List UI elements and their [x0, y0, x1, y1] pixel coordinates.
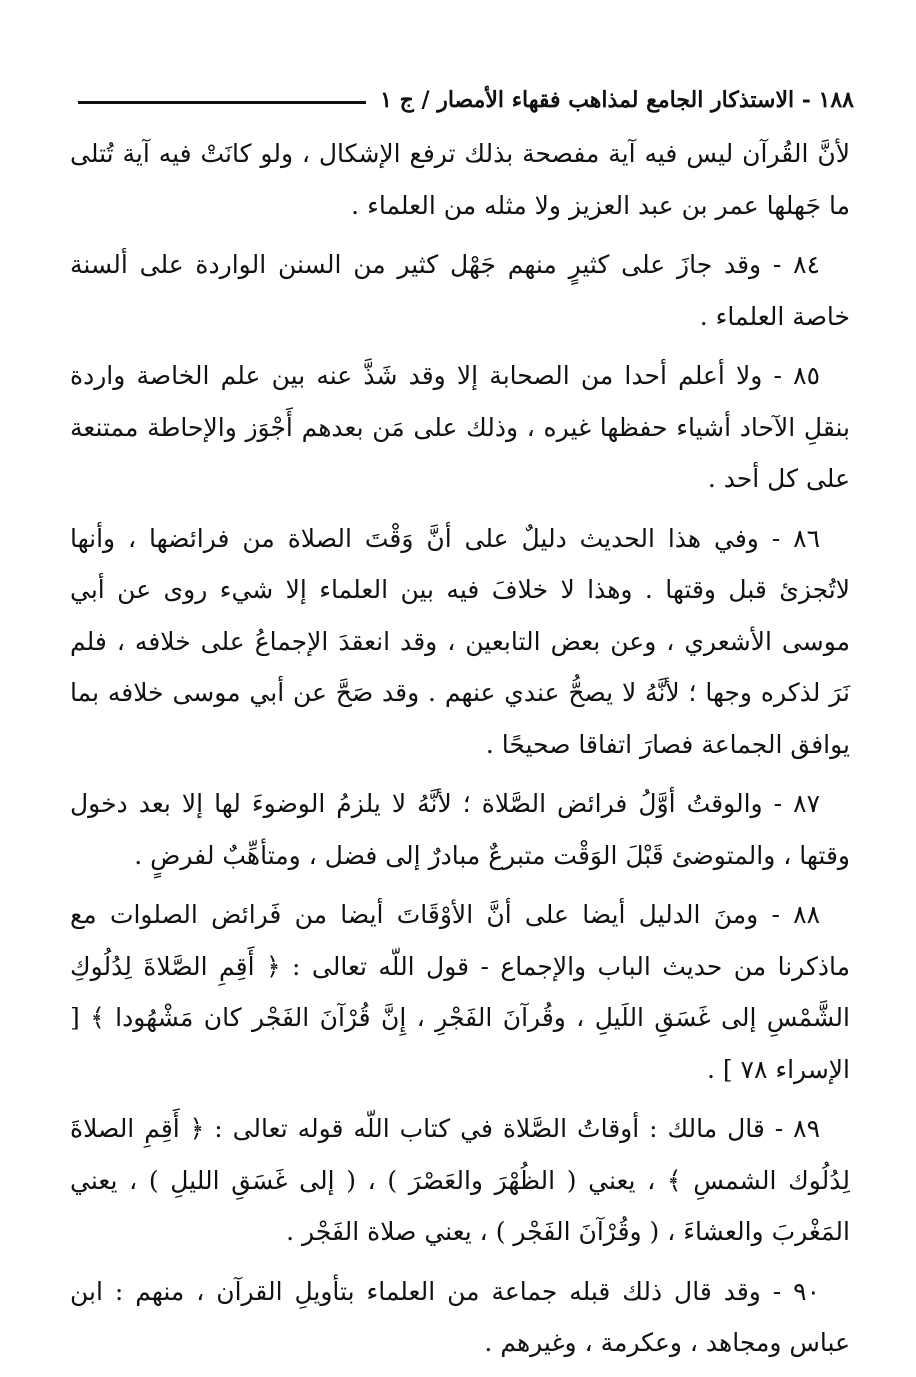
paragraph-88: ٨٨ - ومنَ الدليل أيضا على أنَّ الأوْقَاتَ أيضا من فَرائض الصلوات مع ماذكرنا من حديث الباب والإجماع - قول اللّه تعالى : ﴿ أَقِمِ الصَّلاةَ لِدُلُوكِ الشَّمْسِ إلى غَسَقِ اللَيلِ ، وقُرآنَ الفَجْرِ ، إِنَّ قُرْآنَ الفَجْر كان مَشْهُودا ﴾ [ الإسراء ٧٨ ] .: [70, 900, 850, 1084]
paragraph-84: ٨٤ - وقد جازَ على كثيرٍ منهم جَهْل كثير من السنن الواردة على ألسنة خاصة العلماء .: [70, 250, 850, 331]
paragraph-89: ٨٩ - قال مالك : أوقاتُ الصَّلاة في كتاب اللّه قوله تعالى : ﴿ أَقِمِ الصلاةَ لِدُلُوك الشمسِ ﴾ ، يعني ( الظُهْرَ والعَصْرَ ) ، ( إلى غَسَقِ الليلِ ) ، يعني المَغْربَ والعشاءَ ، ( وقُرْآنَ الفَجْر ) ، يعني صلاة الفَجْر .: [70, 1114, 850, 1246]
paragraph-continuation: لأنَّ القُرآن ليس فيه آية مفصحة بذلك ترفع الإشكال ، ولو كانَتْ فيه آية تُتلى ما جَهلها عمر بن عبد العزيز ولا مثله من العلماء .: [70, 139, 850, 220]
paragraph-86: ٨٦ - وفي هذا الحديث دليلٌ على أنَّ وَقْتَ الصلاة من فرائضها ، وأنها لاتُجزئ قبل وقتها . وهذا لا خلافَ فيه بين العلماء إلا شيء روى عن أبي موسى الأشعري ، وعن بعض التابعين ، وقد انعقدَ الإجماعُ على خلافه ، فلم نَرَ لذكره وجها ؛ لأنَّهُ لا يصحُّ عندي عنهم . وقد صَحَّ عن أبي موسى خلافه بما يوافق الجماعة فصارَ اتفاقا صحيحًا .: [70, 523, 850, 759]
paragraph-90: ٩٠ - وقد قال ذلك قبله جماعة من العلماء بتأويلِ القرآن ، منهم : ابن عباس ومجاهد ، وعكرمة ، وغيرهم .: [70, 1276, 850, 1357]
running-head: ١٨٨ - الاستذكار الجامع لمذاهب فقهاء الأمصار / ج ١: [380, 87, 854, 113]
paragraph-85: ٨٥ - ولا أعلم أحدا من الصحابة إلا وقد شَذَّ عنه بين علم الخاصة واردة بنقلِ الآحاد أشياء حفظها غيره ، وذلك على مَن بعدهم أَجْوَز والإحاطة ممتنعة على كل أحد .: [70, 361, 850, 493]
paragraph-87: ٨٧ - والوقتُ أوَّلُ فرائض الصَّلاة ؛ لأنَّهُ لا يلزمُ الوضوءَ لها إلا بعد دخول وقتها ، والمتوضئ قَبْلَ الوَقْت متبرعٌ مبادرٌ إلى فضل ، ومتأهِّبٌ لفرضٍ .: [70, 789, 850, 870]
page-header: [78, 82, 854, 118]
page-body: [70, 128, 850, 1377]
header-rule: [78, 101, 366, 104]
